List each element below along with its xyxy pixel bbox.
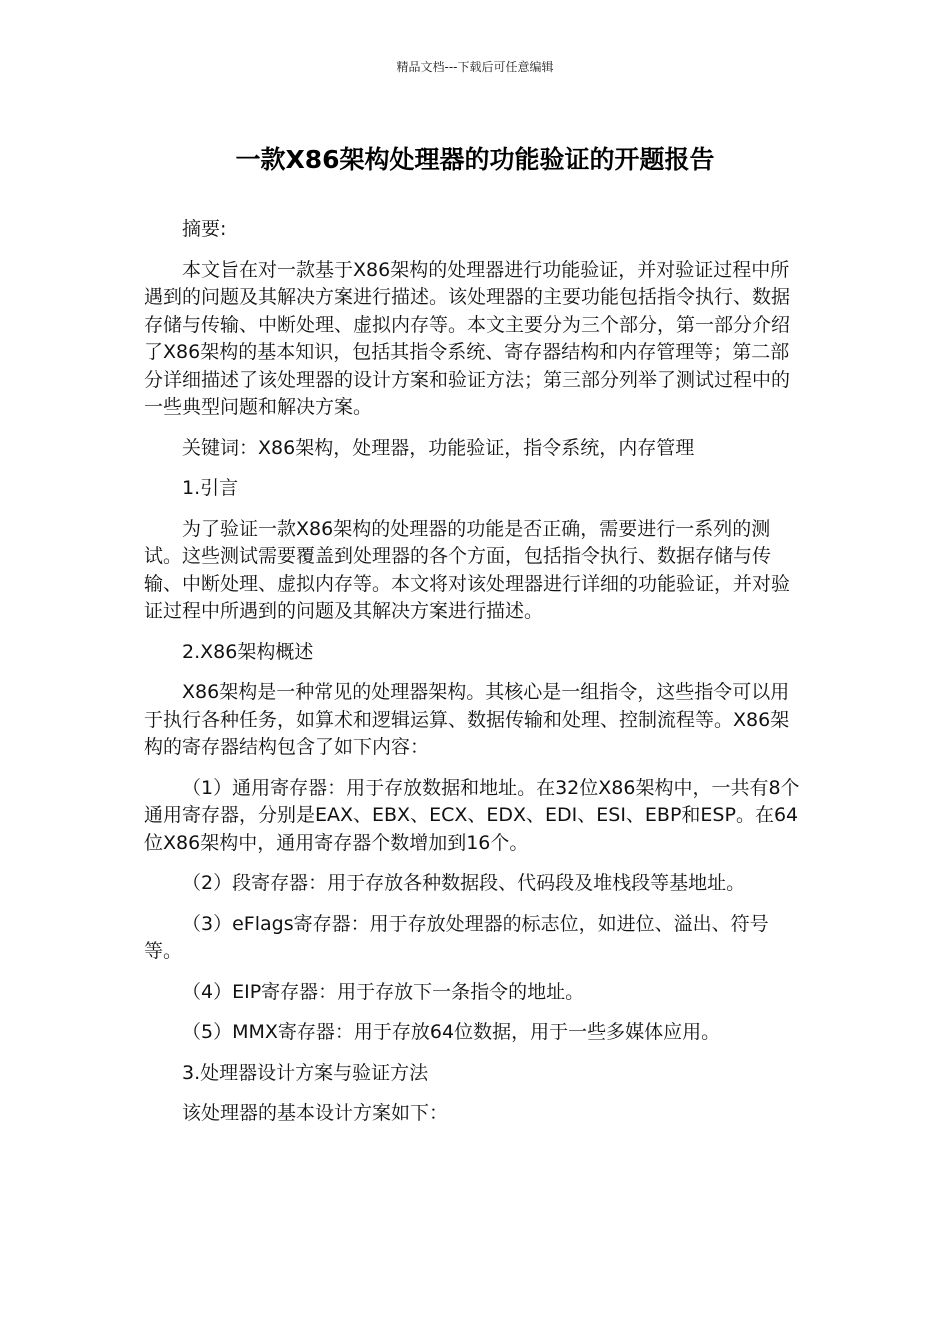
register-item-general: （1）通用寄存器：用于存放数据和地址。在32位X86架构中，一共有8个通用寄存器，分别是EAX、EBX、ECX、EDX、EDI、ESI、EBP和ESP。在64位X86架构中，通用寄存器个数增加到16个。 <box>144 776 800 854</box>
abstract-label: 摘要: <box>182 218 227 240</box>
section-3-heading: 3.处理器设计方案与验证方法 <box>182 1061 429 1084</box>
document-title: 一款X86架构处理器的功能验证的开题报告 <box>235 145 715 174</box>
page-header-note: 精品文档---下载后可任意编辑 <box>396 60 554 74</box>
register-item-segment: （2）段寄存器：用于存放各种数据段、代码段及堆栈段等基地址。 <box>182 872 746 894</box>
abstract-paragraph: 本文旨在对一款基于X86架构的处理器进行功能验证，并对验证过程中所遇到的问题及其解决方案进行描述。该处理器的主要功能包括指令执行、数据存储与传输、中断处理、虚拟内存等。本文主要分为三个部分，第一部分介绍了X86架构的基本知识，包括其指令系统、寄存器结构和内存管理等；第二部分详细描述了该处理器的设计方案和验证方法；第三部分列举了测试过程中的一些典型问题和解决方案。 <box>144 258 791 418</box>
register-item-mmx: （5）MMX寄存器：用于存放64位数据，用于一些多媒体应用。 <box>182 1021 721 1043</box>
section-2-paragraph: X86架构是一种常见的处理器架构。其核心是一组指令，这些指令可以用于执行各种任务，如算术和逻辑运算、数据传输和处理、控制流程等。X86架构的寄存器结构包含了如下内容： <box>144 681 790 758</box>
keywords-line: 关键词：X86架构，处理器，功能验证，指令系统，内存管理 <box>182 436 695 459</box>
section-1-heading: 1.引言 <box>182 477 239 499</box>
section-2-heading: 2.X86架构概述 <box>182 640 314 663</box>
register-item-eip: （4）EIP寄存器：用于存放下一条指令的地址。 <box>182 980 585 1003</box>
section-3-paragraph: 该处理器的基本设计方案如下： <box>182 1102 449 1124</box>
register-item-eflags: （3）eFlags寄存器：用于存放处理器的标志位，如进位、溢出、符号等。 <box>144 912 769 962</box>
document-body <box>144 216 806 1141</box>
section-1-paragraph: 为了验证一款X86架构的处理器的功能是否正确，需要进行一系列的测试。这些测试需要覆盖到处理器的各个方面，包括指令执行、数据存储与传输、中断处理、虚拟内存等。本文将对该处理器进行详细的功能验证，并对验证过程中所遇到的问题及其解决方案进行描述。 <box>144 517 791 622</box>
